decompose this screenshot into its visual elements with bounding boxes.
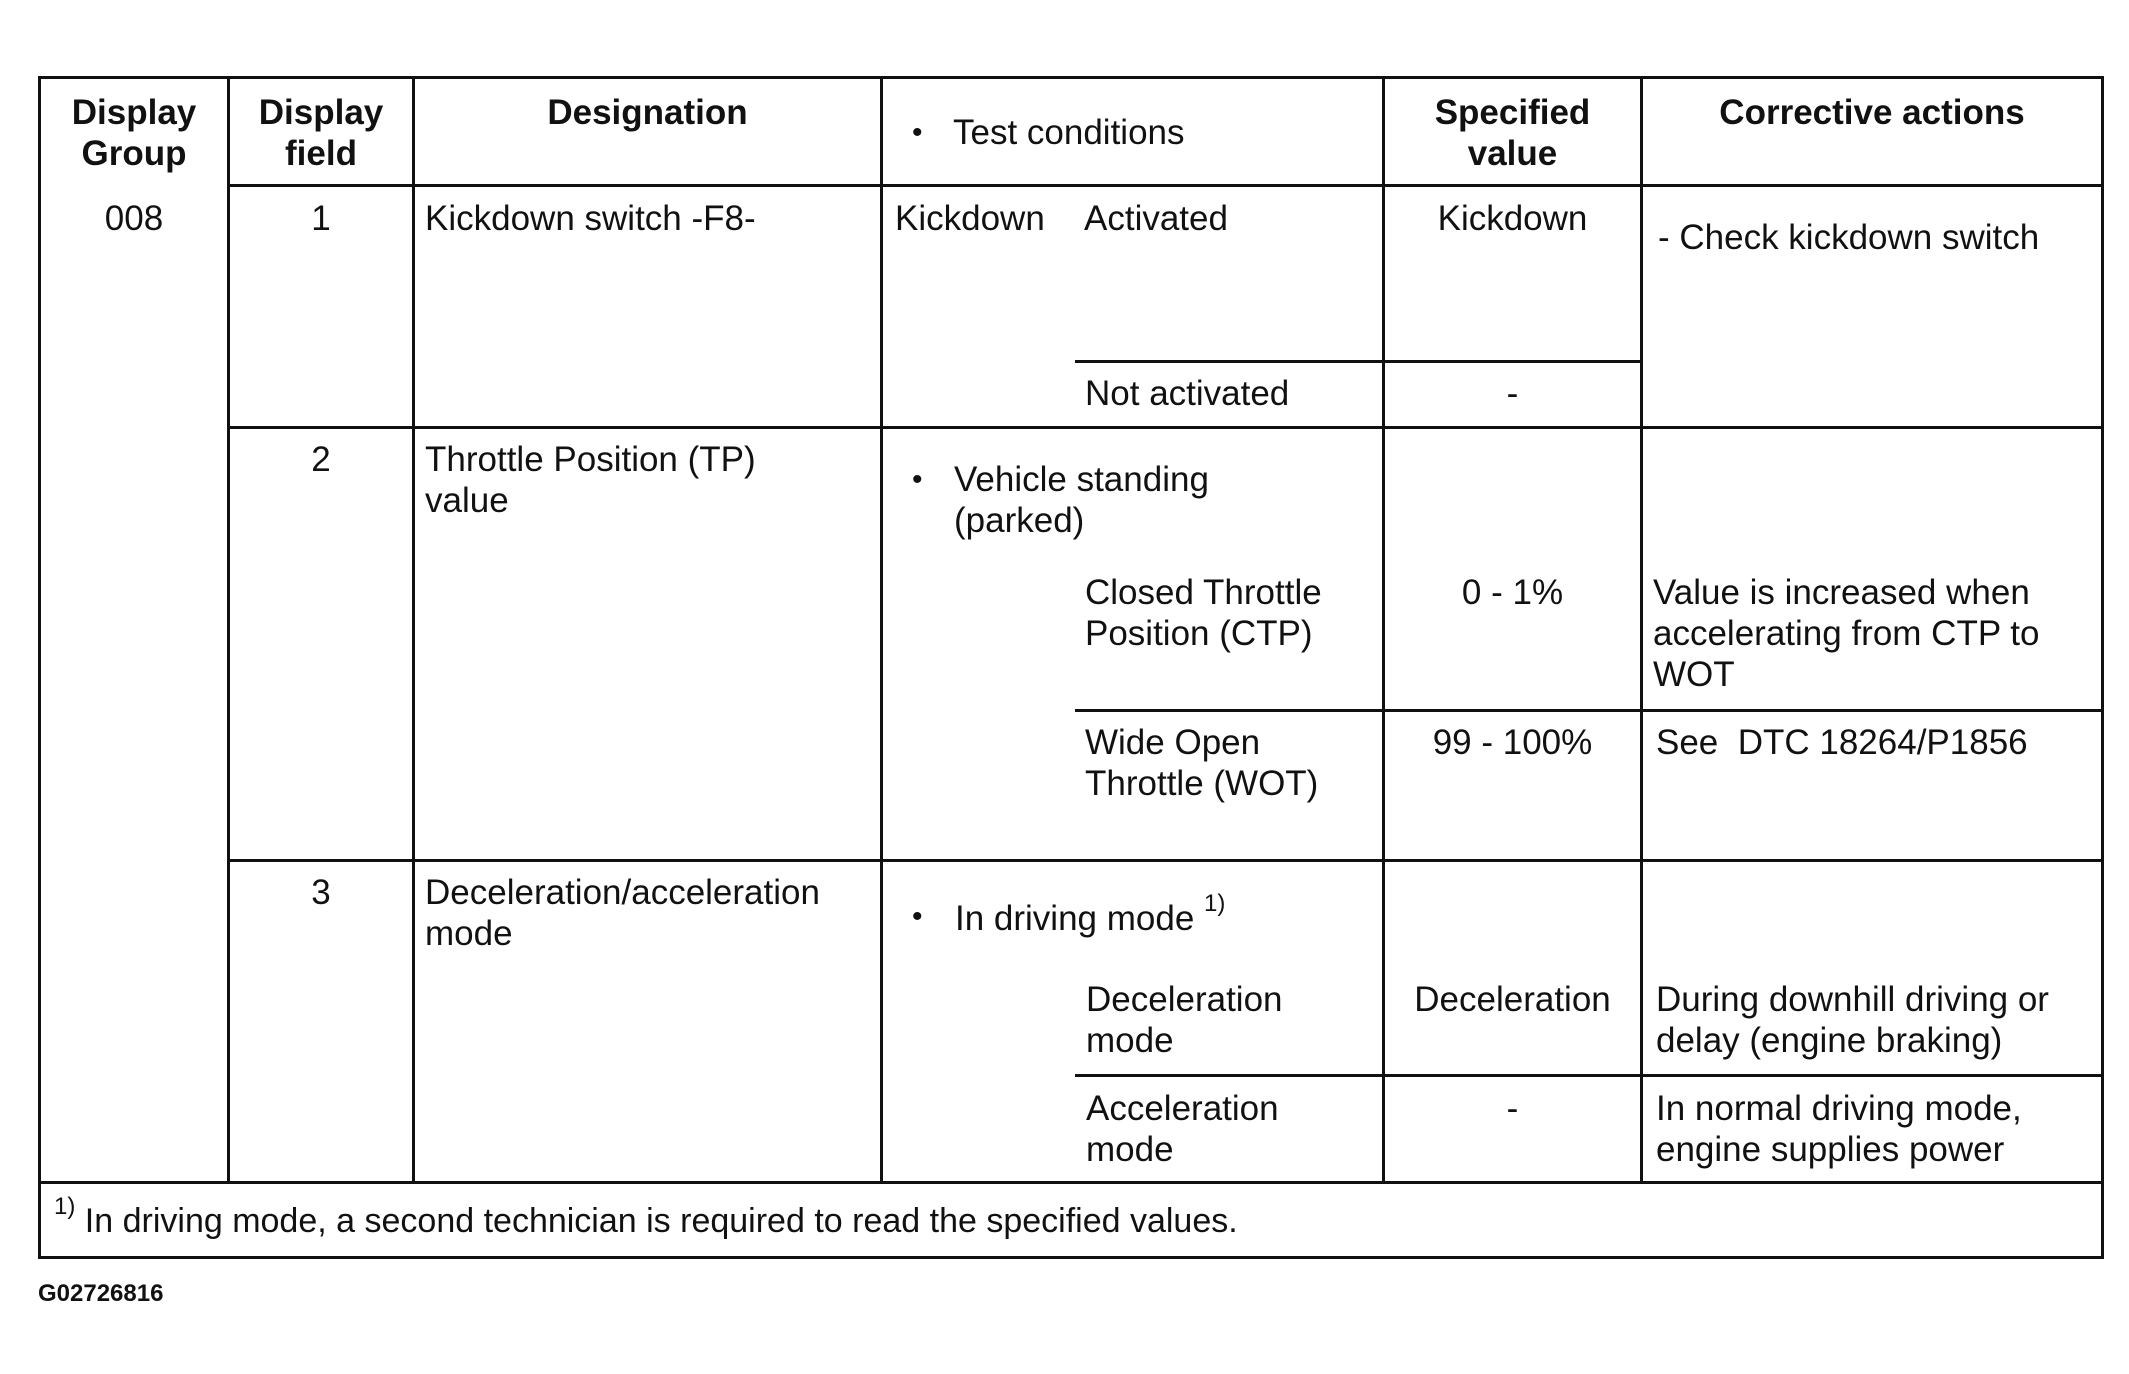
row3-field: 3 [311,873,331,912]
col-rule-2 [412,76,415,1183]
header-designation: Designation [547,93,748,132]
row-rule-1 [229,426,2104,429]
header-corrective-actions: Corrective actions [1719,93,2025,132]
col-rule-1 [227,76,230,1183]
header-test-conditions: Test conditions [953,113,1185,152]
row3-cond-acc: Acceleration mode [1086,1089,1279,1169]
header-display-group: Display Group [71,93,197,173]
row2-val-ctp: 0 - 1% [1461,573,1564,612]
row3-action-dec: During downhill driving or delay (engine braking) [1656,980,2049,1060]
col-rule-5 [1640,76,1643,1183]
subrule-not-activated [1075,360,1643,363]
row2-action-wot: See DTC 18264/P1856 [1656,723,2028,762]
table-rule-bottom [38,1181,2104,1184]
row2-val-wot: 99 - 100% [1432,723,1593,762]
row2-cond-ctp: Closed Throttle Position (CTP) [1085,573,1322,653]
bullet-icon: • [912,900,923,933]
col-rule-3 [880,76,883,1183]
table-border-right [2101,76,2104,1259]
header-specified-value: Specified value [1434,93,1591,173]
table-border-left [38,76,41,1259]
row1-designation: Kickdown switch -F8- [425,199,756,238]
display-group-value: 008 [104,199,164,238]
footnote-marker: 1) [54,1192,76,1220]
row1-action: - Check kickdown switch [1658,218,2040,257]
header-display-field: Display field [258,93,384,173]
subrule-wot [1075,709,2104,712]
row1-val-not-activated: - [1506,374,1519,413]
row3-action-acc: In normal driving mode, engine supplies power [1656,1089,2022,1169]
row3-val-acc: - [1506,1089,1519,1128]
row2-field: 2 [311,440,331,479]
footnote-border-bottom [38,1256,2104,1259]
footnote-ref: 1) [1204,890,1226,918]
row3-bullet: In driving mode $^{1)}$ [955,890,1226,938]
row2-designation: Throttle Position (TP) value [425,440,756,520]
row1-val-activated: Kickdown [1437,199,1588,238]
bullet-icon: • [912,463,923,496]
row-rule-2 [229,859,2104,862]
row2-bullet: Vehicle standing (parked) [954,460,1209,540]
row2-action-ctp: Value is increased when accelerating from CTP to WOT [1653,573,2040,694]
row1-condition-label: Kickdown [895,199,1045,238]
row3-designation: Deceleration/acceleration mode [425,873,820,953]
bullet-icon: • [912,116,923,149]
figure-id: G02726816 [38,1280,164,1307]
footnote: $^{1)}$ In driving mode, a second technician is required to read the specified values. [54,1192,1238,1240]
subrule-acceleration [1075,1074,2104,1077]
row1-cond-not-activated: Not activated [1085,374,1290,413]
row1-cond-activated: Activated [1084,199,1228,238]
row2-cond-wot: Wide Open Throttle (WOT) [1085,723,1319,803]
header-rule [229,184,2104,187]
row3-val-dec: Deceleration [1414,980,1611,1019]
row3-cond-dec: Deceleration mode [1086,980,1283,1060]
row1-field: 1 [311,199,331,238]
table-border-top [38,76,2104,79]
